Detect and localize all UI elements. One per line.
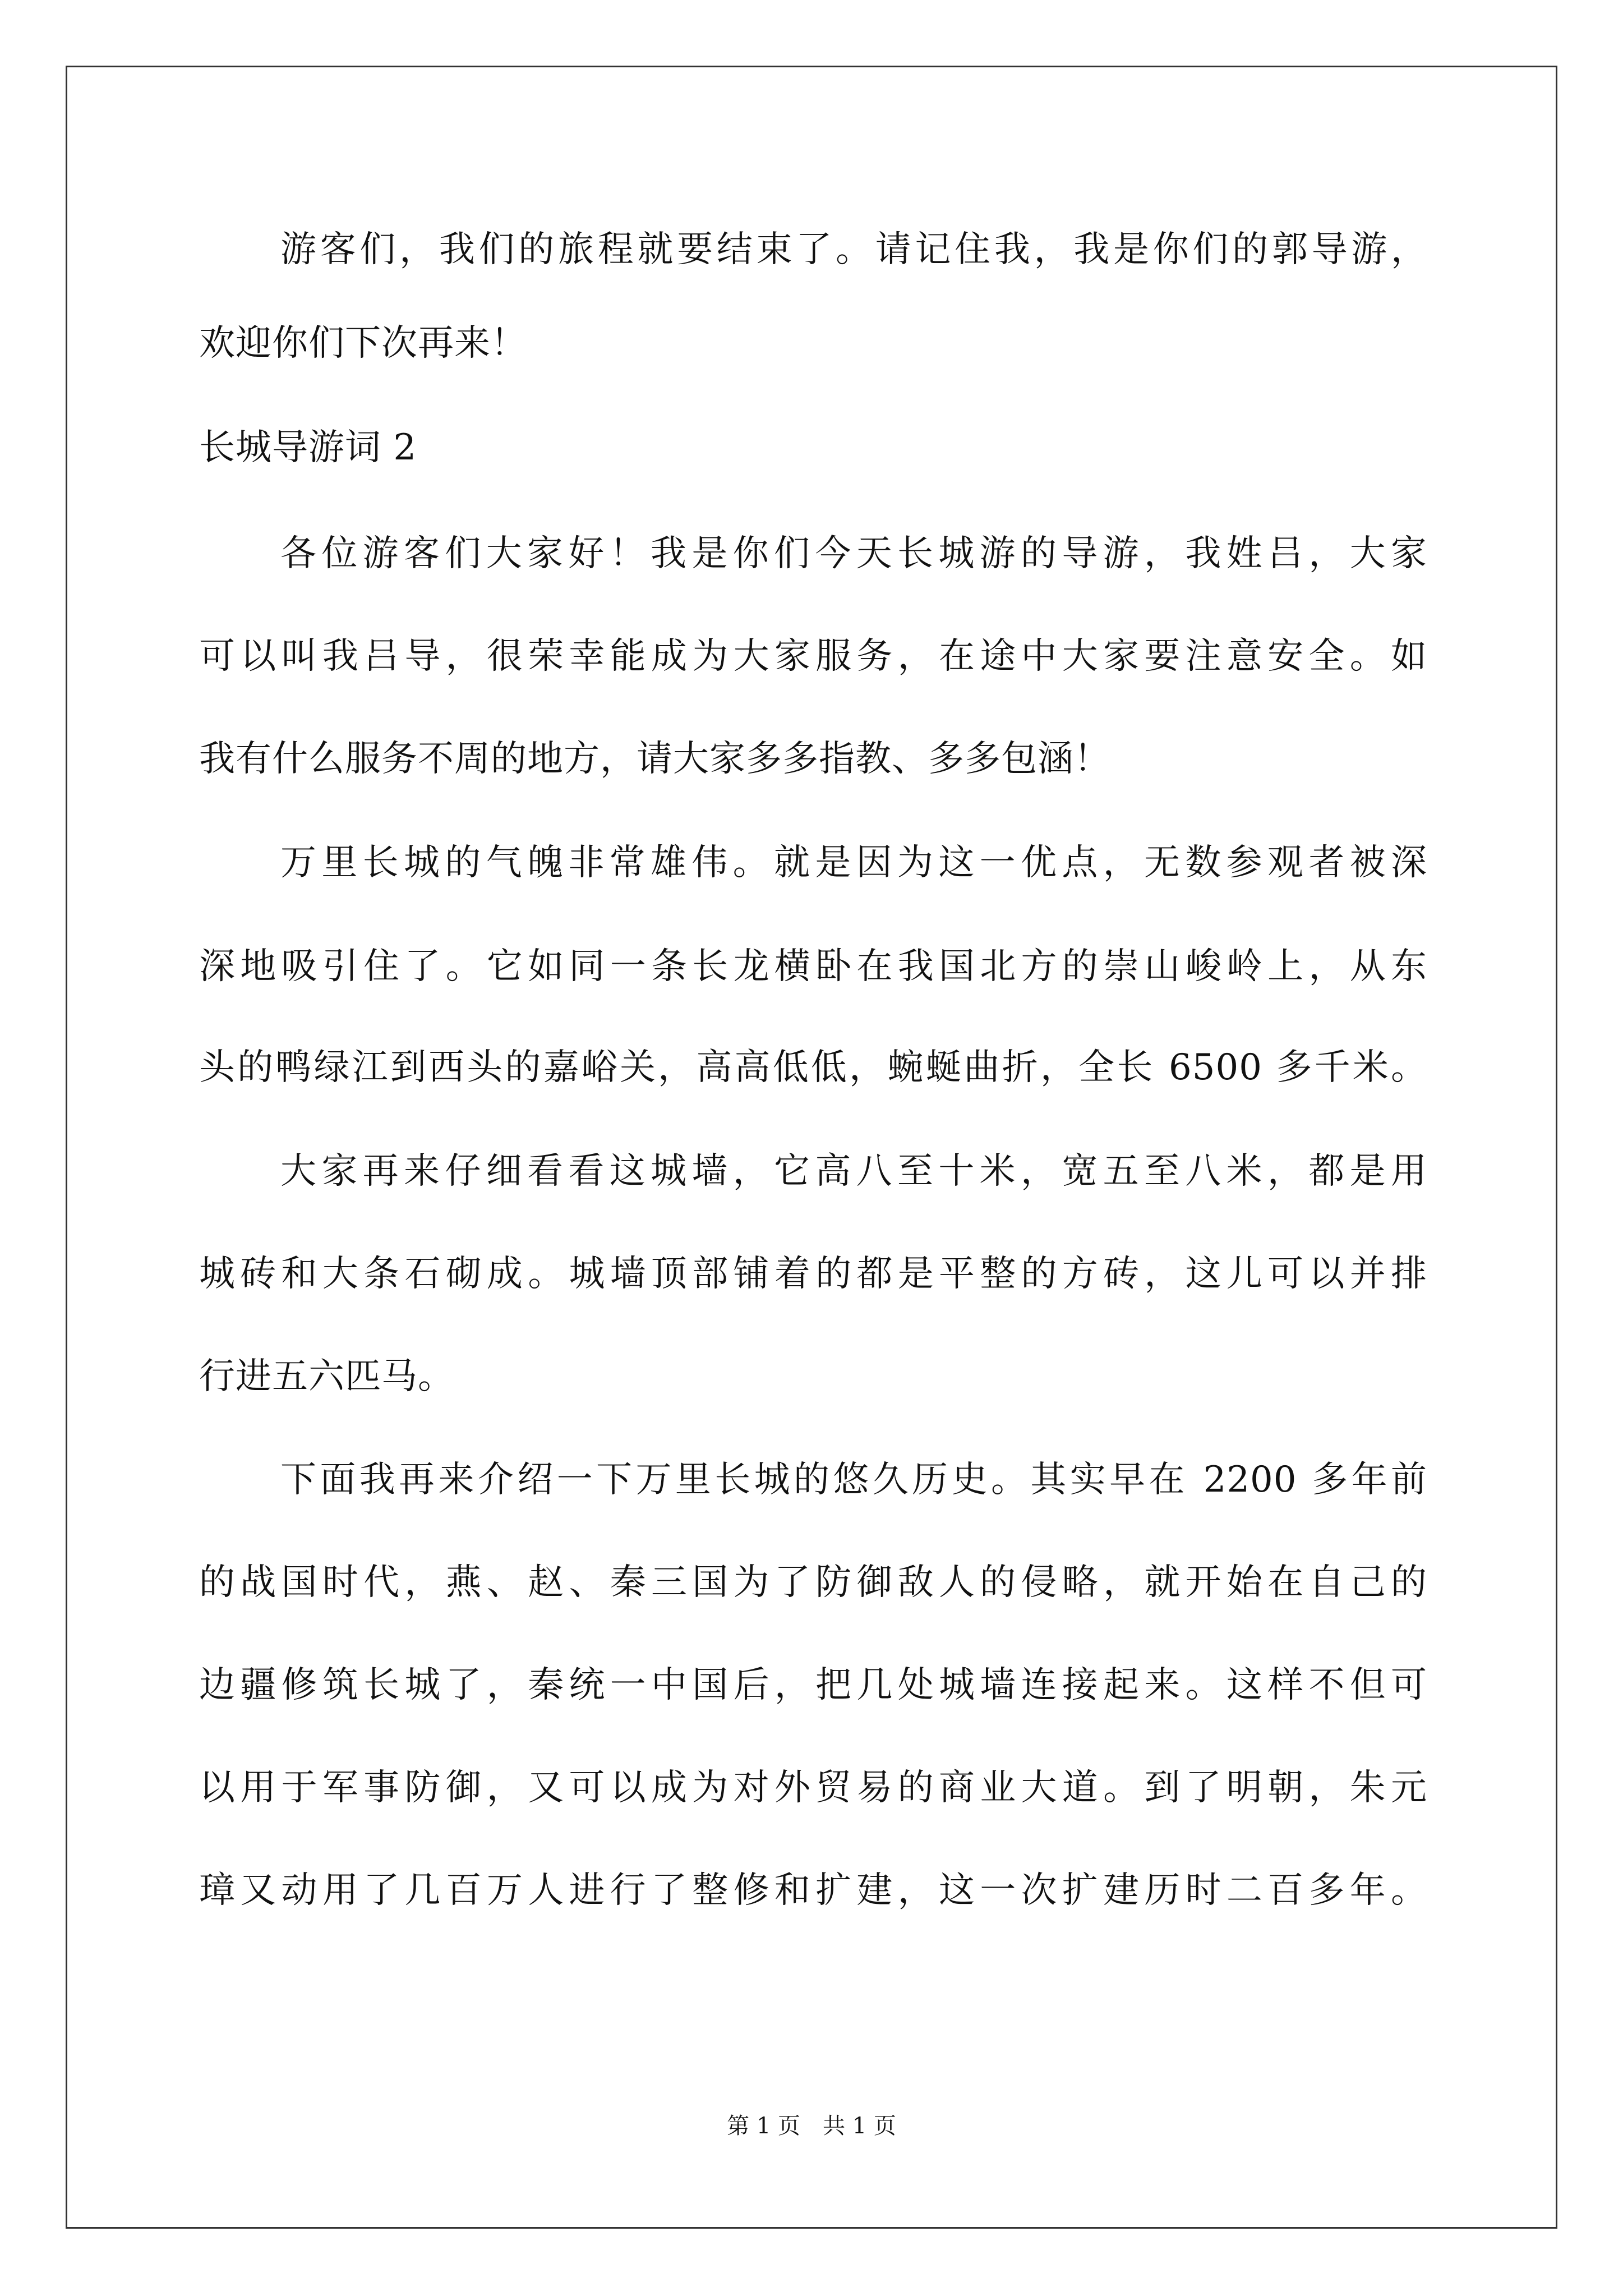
paragraph-line: 可以叫我吕导，很荣幸能成为大家服务，在途中大家要注意安全。如 <box>199 636 1427 677</box>
paragraph-line: 各位游客们大家好！我是你们今天长城游的导游，我姓吕，大家 <box>280 533 1427 574</box>
paragraph-line: 璋又动用了几百万人进行了整修和扩建，这一次扩建历时二百多年。 <box>199 1870 1427 1911</box>
paragraph-line: 游客们，我们的旅程就要结束了。请记住我，我是你们的郭导游， <box>280 229 1427 270</box>
paragraph-line: 大家再来仔细看看这城墙，它高八至十米，宽五至八米，都是用 <box>280 1151 1427 1192</box>
paragraph-line: 的战国时代，燕、赵、秦三国为了防御敌人的侵略，就开始在自己的 <box>199 1562 1427 1603</box>
section-heading: 长城导游词 2 <box>199 427 417 468</box>
paragraph-line: 边疆修筑长城了，秦统一中国后，把几处城墙连接起来。这样不但可 <box>199 1664 1427 1706</box>
paragraph-line: 以用于军事防御，又可以成为对外贸易的商业大道。到了明朝，朱元 <box>199 1767 1427 1809</box>
paragraph-line: 万里长城的气魄非常雄伟。就是因为这一优点，无数参观者被深 <box>280 842 1427 884</box>
page-number: 第 1 页 <box>727 2113 800 2139</box>
paragraph-line: 深地吸引住了。它如同一条长龙横卧在我国北方的崇山峻岭上，从东 <box>199 946 1427 987</box>
paragraph-line: 头的鸭绿江到西头的嘉峪关，高高低低，蜿蜒曲折，全长 6500 多千米。 <box>199 1047 1427 1088</box>
paragraph-line: 下面我再来介绍一下万里长城的悠久历史。其实早在 2200 多年前 <box>280 1459 1427 1501</box>
paragraph-line: 城砖和大条石砌成。城墙顶部铺着的都是平整的方砖，这儿可以并排 <box>199 1253 1427 1295</box>
page-total: 共 1 页 <box>823 2113 896 2139</box>
page-footer <box>0 2112 1623 2140</box>
paragraph-line: 欢迎你们下次再来！ <box>199 323 527 364</box>
paragraph-line: 行进五六匹马。 <box>199 1356 454 1397</box>
paragraph-line: 我有什么服务不周的地方，请大家多多指教、多多包涵！ <box>199 738 1110 780</box>
